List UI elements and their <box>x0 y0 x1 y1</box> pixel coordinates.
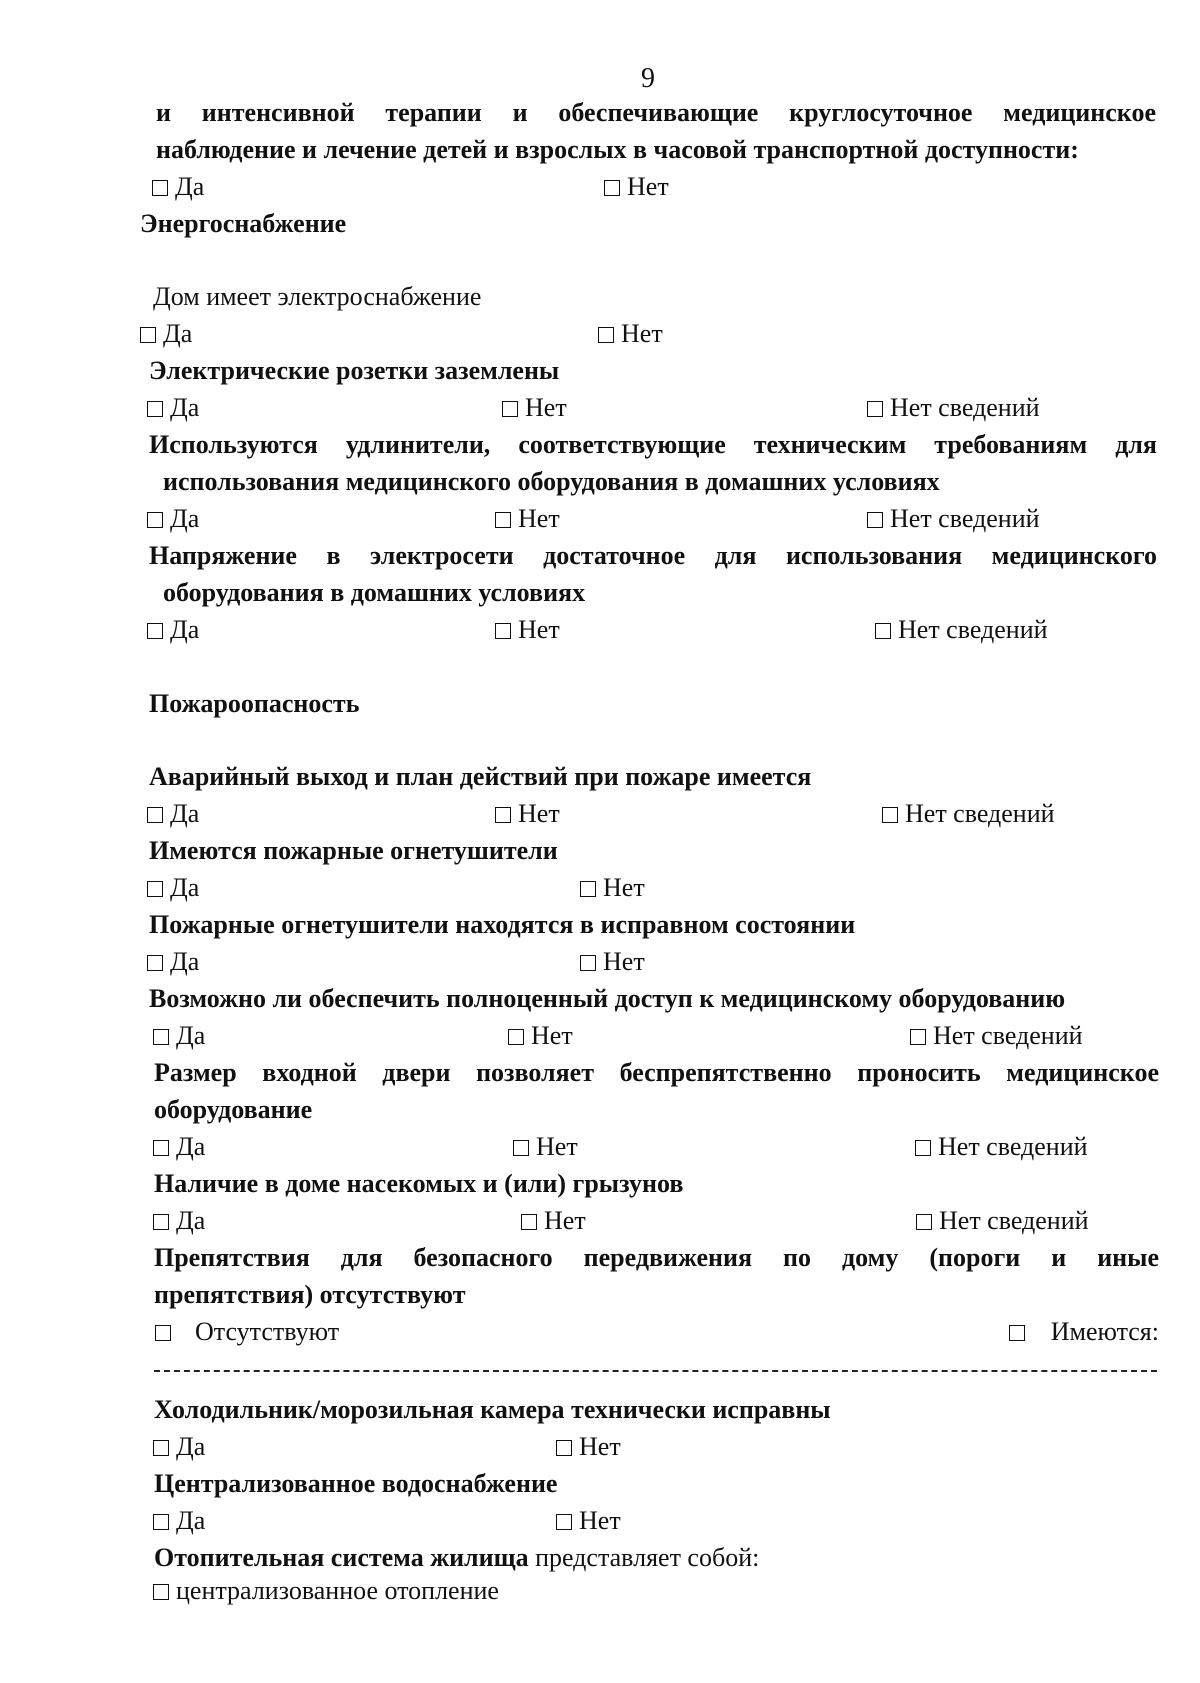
obstacles-option-absent[interactable] <box>155 1315 339 1349</box>
option-label: Нет <box>544 1206 586 1235</box>
checkbox[interactable] <box>580 881 596 897</box>
option-label: Нет сведений <box>898 615 1048 644</box>
option-label: Нет <box>536 1132 578 1161</box>
fill-in-line[interactable] <box>154 1370 1157 1372</box>
extension-option-unknown[interactable] <box>867 502 1040 536</box>
checkbox[interactable] <box>513 1140 529 1156</box>
option-label: Да <box>170 504 200 533</box>
pests-option-unknown[interactable] <box>916 1204 1089 1238</box>
checkbox[interactable] <box>153 1514 169 1530</box>
option-label: Нет сведений <box>890 504 1040 533</box>
exit-option-unknown[interactable] <box>882 797 1055 831</box>
checkbox[interactable] <box>916 1214 932 1230</box>
question-heating <box>154 1541 759 1575</box>
question-extension-cords-line-2: использования медицинского оборудования в домашних условиях <box>163 467 940 496</box>
section-heading-fire: Пожароопасность <box>149 689 360 718</box>
question-equipment-access: Возможно ли обеспечить полноценный доступ к медицинскому оборудованию <box>149 984 1066 1013</box>
option-label: Да <box>175 172 205 201</box>
checkbox[interactable] <box>875 623 891 639</box>
voltage-option-unknown[interactable] <box>875 613 1048 647</box>
checkbox[interactable] <box>910 1029 926 1045</box>
exit-option-yes[interactable] <box>147 797 199 831</box>
question-sockets-grounded: Электрические розетки заземлены <box>149 356 560 385</box>
question-obstacles-line-1: Препятствия для безопасного передвижения по дому (пороги и иные <box>154 1243 1159 1272</box>
checkbox[interactable] <box>915 1140 931 1156</box>
option-label: Имеются: <box>1050 1317 1159 1346</box>
option-label: Нет <box>627 172 669 201</box>
option-label: Да <box>170 393 200 422</box>
question-voltage-line-1: Напряжение в электросети достаточное для использования медицинского <box>149 541 1157 570</box>
checkbox[interactable] <box>556 1440 572 1456</box>
door-option-yes[interactable] <box>153 1130 205 1164</box>
checkbox[interactable] <box>604 180 620 196</box>
checkbox[interactable] <box>153 1029 169 1045</box>
option-label: Нет <box>525 393 567 422</box>
option-label: Нет <box>603 873 645 902</box>
pests-option-no[interactable] <box>521 1204 586 1238</box>
checkbox[interactable] <box>495 623 511 639</box>
option-label: Да <box>176 1021 206 1050</box>
question-heating-bold: Отопительная система жилища <box>154 1543 529 1572</box>
question-electricity: Дом имеет электроснабжение <box>153 282 482 311</box>
checkbox[interactable] <box>882 807 898 823</box>
question-door-size-line-2: оборудование <box>154 1095 313 1124</box>
checkbox[interactable] <box>147 512 163 528</box>
checkbox[interactable] <box>155 1325 171 1341</box>
option-label: Нет <box>518 799 560 828</box>
working-option-yes[interactable] <box>147 945 199 979</box>
option-label: Нет <box>531 1021 573 1050</box>
intro-line-2: наблюдение и лечение детей и взрослых в часовой транспортной доступности: <box>156 135 1079 164</box>
extinguishers-option-yes[interactable] <box>147 871 199 905</box>
question-door-size-line-1: Размер входной двери позволяет беспрепятственно проносить медицинское <box>154 1058 1159 1087</box>
option-label: Нет <box>579 1506 621 1535</box>
option-label: Да <box>176 1506 206 1535</box>
extension-option-yes[interactable] <box>147 502 199 536</box>
obstacles-option-present[interactable] <box>1009 1315 1159 1349</box>
checkbox[interactable] <box>153 1440 169 1456</box>
question-pests: Наличие в доме насекомых и (или) грызунов <box>154 1169 684 1198</box>
checkbox[interactable] <box>153 1584 169 1600</box>
option-label: Да <box>176 1132 206 1161</box>
water-option-yes[interactable] <box>153 1504 205 1538</box>
sockets-option-no[interactable] <box>502 391 567 425</box>
question-voltage-line-2: оборудования в домашних условиях <box>163 578 586 607</box>
checkbox[interactable] <box>153 1140 169 1156</box>
checkbox[interactable] <box>495 512 511 528</box>
heating-option-central[interactable] <box>153 1574 499 1608</box>
question-fridge: Холодильник/морозильная камера технически исправны <box>154 1395 831 1424</box>
electricity-option-no[interactable] <box>598 317 663 351</box>
option-label: Нет <box>579 1432 621 1461</box>
option-label: Нет сведений <box>933 1021 1083 1050</box>
checkbox[interactable] <box>147 807 163 823</box>
checkbox[interactable] <box>153 1214 169 1230</box>
electricity-option-yes[interactable] <box>140 317 192 351</box>
option-label: Да <box>170 873 200 902</box>
checkbox[interactable] <box>580 955 596 971</box>
door-option-unknown[interactable] <box>915 1130 1088 1164</box>
checkbox[interactable] <box>140 327 156 343</box>
checkbox[interactable] <box>147 881 163 897</box>
access-option-no[interactable] <box>508 1019 573 1053</box>
option-label: Нет <box>621 319 663 348</box>
question-extinguishers: Имеются пожарные огнетушители <box>149 836 558 865</box>
option-label: Да <box>170 799 200 828</box>
option-label: Да <box>170 615 200 644</box>
option-label: Нет сведений <box>938 1132 1088 1161</box>
checkbox[interactable] <box>867 401 883 417</box>
checkbox[interactable] <box>508 1029 524 1045</box>
question-extinguishers-working: Пожарные огнетушители находятся в исправном состоянии <box>149 910 856 939</box>
checkbox[interactable] <box>147 401 163 417</box>
option-label: Да <box>176 1206 206 1235</box>
checkbox[interactable] <box>495 807 511 823</box>
intro-option-no[interactable] <box>604 170 669 204</box>
option-label: Да <box>163 319 193 348</box>
question-heating-rest: представляет собой: <box>528 1543 760 1572</box>
option-label: Нет сведений <box>905 799 1055 828</box>
checkbox[interactable] <box>1009 1325 1025 1341</box>
option-label: Нет <box>518 615 560 644</box>
checkbox[interactable] <box>152 180 168 196</box>
checkbox[interactable] <box>521 1214 537 1230</box>
sockets-option-unknown[interactable] <box>867 391 1040 425</box>
extinguishers-option-no[interactable] <box>580 871 645 905</box>
water-option-no[interactable] <box>556 1504 621 1538</box>
option-label: Да <box>170 947 200 976</box>
option-label: Нет сведений <box>939 1206 1089 1235</box>
extension-option-no[interactable] <box>495 502 560 536</box>
intro-option-yes[interactable] <box>152 170 204 204</box>
intro-line-1: и интенсивной терапии и обеспечивающие круглосуточное медицинское <box>156 98 1156 127</box>
checkbox[interactable] <box>147 955 163 971</box>
question-obstacles-line-2: препятствия) отсутствуют <box>154 1280 466 1309</box>
question-extension-cords-line-1: Используются удлинители, соответствующие техническим требованиям для <box>149 430 1157 459</box>
fridge-option-yes[interactable] <box>153 1430 205 1464</box>
checkbox[interactable] <box>556 1514 572 1530</box>
exit-option-no[interactable] <box>495 797 560 831</box>
question-water-supply: Централизованное водоснабжение <box>154 1469 558 1498</box>
section-heading-energy: Энергоснабжение <box>140 209 347 238</box>
access-option-unknown[interactable] <box>910 1019 1083 1053</box>
page-number: 9 <box>641 63 655 94</box>
option-label: Да <box>176 1432 206 1461</box>
fridge-option-no[interactable] <box>556 1430 621 1464</box>
voltage-option-no[interactable] <box>495 613 560 647</box>
voltage-option-yes[interactable] <box>147 613 199 647</box>
checkbox[interactable] <box>502 401 518 417</box>
checkbox[interactable] <box>147 623 163 639</box>
door-option-no[interactable] <box>513 1130 578 1164</box>
option-label: Нет <box>518 504 560 533</box>
checkbox[interactable] <box>867 512 883 528</box>
checkbox[interactable] <box>598 327 614 343</box>
pests-option-yes[interactable] <box>153 1204 205 1238</box>
question-emergency-exit: Аварийный выход и план действий при пожаре имеется <box>149 762 812 791</box>
access-option-yes[interactable] <box>153 1019 205 1053</box>
working-option-no[interactable] <box>580 945 645 979</box>
option-label: централизованное отопление <box>176 1576 499 1605</box>
option-label: Отсутствуют <box>195 1317 340 1346</box>
sockets-option-yes[interactable] <box>147 391 199 425</box>
option-label: Нет сведений <box>890 393 1040 422</box>
option-label: Нет <box>603 947 645 976</box>
